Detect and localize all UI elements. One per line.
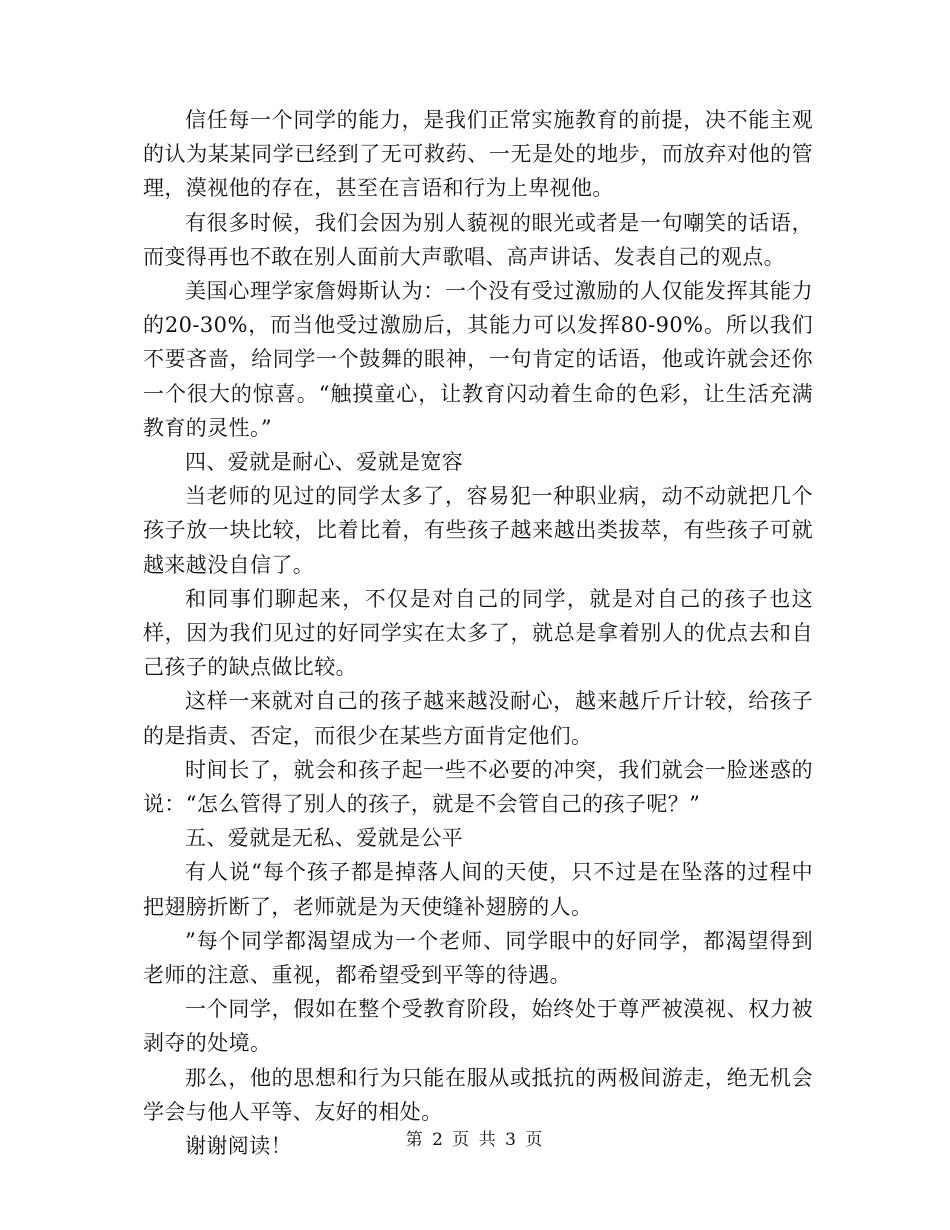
paragraph-colleagues: 和同事们聊起来，不仅是对自己的同学，就是对自己的孩子也这样，因为我们见过的好同学实在太多了，就总是拿着别人的优点去和自己孩子的缺点做比较。 [143, 586, 813, 680]
paragraph-dignity: 一个同学，假如在整个受教育阶段，始终处于尊严被漠视、权力被剥夺的处境。 [143, 997, 813, 1056]
paragraph-equal-treatment: ”每个同学都渴望成为一个老师、同学眼中的好同学，都渴望得到老师的注意、重视，都希望受到平等的待遇。 [143, 928, 813, 988]
section-heading-fairness: 五、爱就是无私、爱就是公平 [185, 826, 464, 851]
page-number-footer: 第 2 页 共 3 页 [405, 1130, 545, 1150]
paragraph-encouragement: 美国心理学家詹姆斯认为：一个没有受过激励的人仅能发挥其能力的20-30%，而当他受过激励后，其能力可以发挥80-90%。所以我们不要吝啬，给同学一个鼓舞的眼神，一句肯定的话语，他或许就会还你一个很大的惊喜。“触摸童心，让教育闪动着生命的色彩，让生活充满教育的灵性。” [143, 279, 813, 440]
paragraph-conflict: 时间长了，就会和孩子起一些不必要的冲突，我们就会一脸迷惑的说：“怎么管得了别人的孩子，就是不会管自己的孩子呢？” [143, 757, 813, 817]
section-heading-patience: 四、爱就是耐心、爱就是宽容 [185, 450, 464, 475]
paragraph-thanks: 谢谢阅读！ [185, 1134, 292, 1159]
paragraph-impatience: 这样一来就对自己的孩子越来越没耐心，越来越斤斤计较，给孩子的是指责、否定，而很少在某些方面肯定他们。 [143, 689, 813, 748]
paragraph-comparison: 当老师的见过的同学太多了，容易犯一种职业病，动不动就把几个孩子放一块比较，比着比着，有些孩子越来越出类拔萃，有些孩子可就越来越没自信了。 [143, 484, 813, 577]
paragraph-trust: 信任每一个同学的能力，是我们正常实施教育的前提，决不能主观的认为某某同学已经到了无可救药、一无是处的地步，而放弃对他的管理，漠视他的存在，甚至在言语和行为上卑视他。 [143, 108, 813, 201]
document-body [143, 103, 813, 1163]
paragraph-contempt: 有很多时候，我们会因为别人藐视的眼光或者是一句嘲笑的话语，而变得再也不敢在别人面前大声歌唱、高声讲话、发表自己的观点。 [143, 210, 813, 269]
paragraph-consequence: 那么，他的思想和行为只能在服从或抵抗的两极间游走，绝无机会学会与他人平等、友好的相处。 [143, 1065, 813, 1124]
paragraph-angels: 有人说“每个孩子都是掉落人间的天使，只不过是在坠落的过程中把翅膀折断了，老师就是为天使缝补翅膀的人。 [143, 860, 813, 919]
